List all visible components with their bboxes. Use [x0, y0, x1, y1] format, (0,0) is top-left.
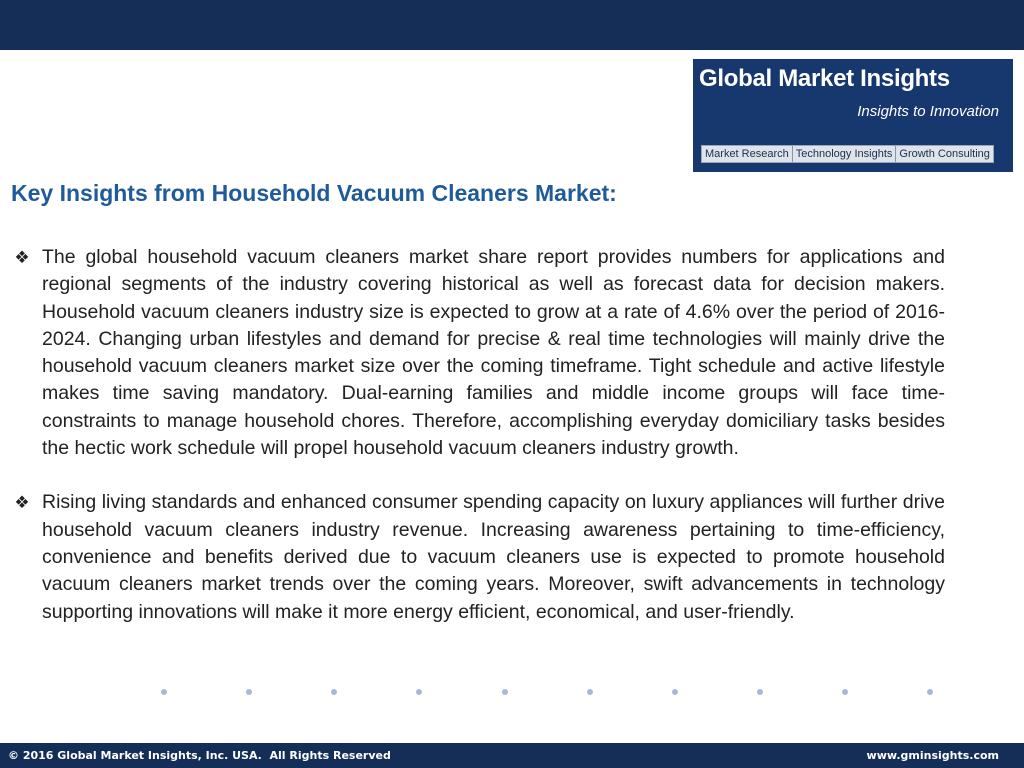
decorative-dot: [672, 689, 678, 695]
diamond-bullet-icon: ❖: [14, 493, 30, 513]
bullet-item: [12, 244, 945, 462]
footer-copyright: © 2016 Global Market Insights, Inc. USA. All Rights Reserved: [8, 749, 391, 762]
diamond-bullet-icon: ❖: [14, 248, 30, 267]
logo-strip-technology-insights: Technology Insights: [793, 146, 897, 162]
decorative-dot: [842, 689, 848, 695]
logo-strip-market-research: Market Research: [702, 146, 793, 162]
footer-website-link[interactable]: www.gminsights.com: [866, 749, 999, 762]
logo-service-strip: [701, 145, 994, 163]
decorative-dot: [161, 689, 167, 695]
decorative-dot: [587, 689, 593, 695]
bullet-text: Rising living standards and enhanced consumer spending capacity on luxury appliances will further drive household vacuum cleaners industry revenue. Increasing awareness pertaining to time-efficiency, convenience and benefits derived due to vacuum cleaners use is expected to promote household vacuum cleaners market trends over the coming years. Moreover, swift advancements in technology supporting innovations will make it more energy efficient, economical, and user-friendly.: [42, 491, 945, 623]
decorative-dot-row: [0, 689, 1024, 699]
decorative-dot: [246, 689, 252, 695]
bullet-list: [12, 244, 945, 626]
decorative-dot: [502, 689, 508, 695]
logo-tagline: Insights to Innovation: [857, 103, 999, 120]
top-banner: [0, 0, 1024, 50]
bullet-text: The global household vacuum cleaners market share report provides numbers for applications and regional segments of the industry covering historical as well as forecast data for decision makers. Household vacuum cleaners industry size is expected to grow at a rate of 4.6% over the period of 2016-2024. Changing urban lifestyles and demand for precise & real time technologies will mainly drive the household vacuum cleaners market size over the coming timeframe. Tight schedule and active lifestyle makes time saving mandatory. Dual-earning families and middle income groups will face time-constraints to manage household chores. Therefore, accomplishing everyday domiciliary tasks besides the hectic work schedule will propel household vacuum cleaners industry growth.: [42, 246, 945, 460]
bullet-item: [12, 489, 945, 625]
company-logo: [693, 59, 1013, 172]
decorative-dot: [331, 689, 337, 695]
decorative-dot: [416, 689, 422, 695]
logo-title: Global Market Insights: [699, 65, 950, 92]
slide-heading: Key Insights from Household Vacuum Cleaners Market:: [11, 180, 617, 206]
footer-bar: [0, 743, 1024, 768]
decorative-dot: [757, 689, 763, 695]
decorative-dot: [927, 689, 933, 695]
logo-strip-growth-consulting: Growth Consulting: [899, 148, 990, 160]
